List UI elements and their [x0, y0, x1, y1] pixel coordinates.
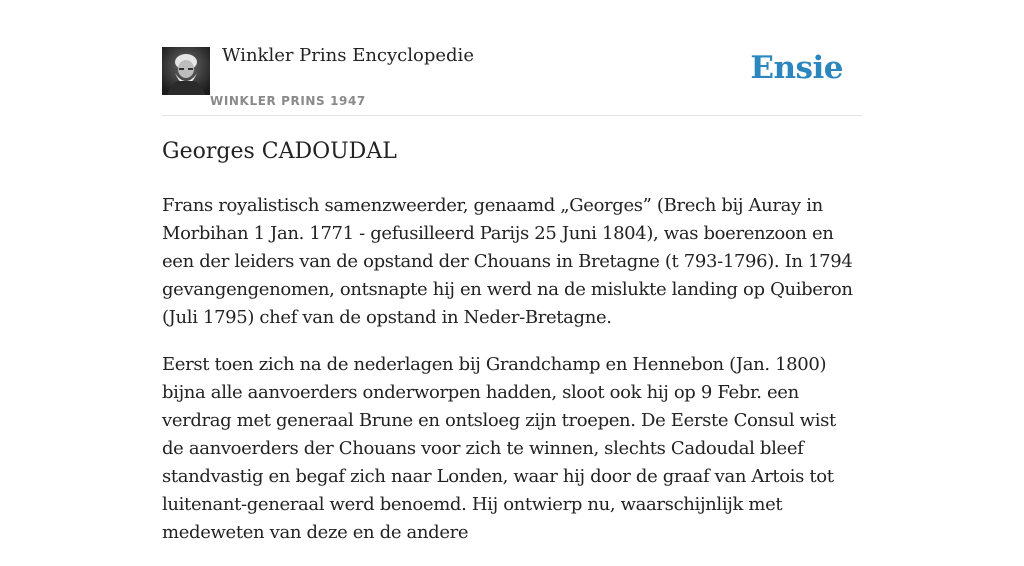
- article-body: [162, 192, 862, 566]
- article-paragraph-2: Eerst toen zich na de nederlagen bij Grandchamp en Hennebon (Jan. 1800) bijna alle aanvoerders onderworpen hadden, sloot ook hij op 9 Febr. een verdrag met generaal Brune en ontsloeg zijn troepen. De Eerste Consul wist de aanvoerders der Chouans voor zich te winnen, slechts Cadoudal bleef standvastig en begaf zich naar Londen, waar hij door de graaf van Artois tot luitenant-generaal werd benoemd. Hij ontwierp nu, waarschijnlijk met medeweten van deze en de andere: [162, 354, 836, 543]
- source-subtitle: WINKLER PRINS 1947: [210, 94, 366, 108]
- source-header: [162, 0, 862, 116]
- source-avatar[interactable]: [162, 47, 210, 95]
- ensie-logo-link[interactable]: Ensie: [750, 50, 843, 86]
- article-paragraph-1: Frans royalistisch samenzweerder, genaamd „Georges” (Brech bij Auray in Morbihan 1 Jan. 1771 - gefusilleerd Parijs 25 Juni 1804), was boerenzoon en een der leiders van de opstand der Chouans in Bretagne (t 793-1796). In 1794 gevangengenomen, ontsnapte hij en werd na de mislukte landing op Quiberon (Juli 1795) chef van de opstand in Neder-Bretagne.: [162, 195, 853, 328]
- portrait-icon: [162, 47, 210, 95]
- source-title-link[interactable]: Winkler Prins Encyclopedie: [222, 45, 474, 66]
- article-title: Georges CADOUDAL: [162, 139, 397, 164]
